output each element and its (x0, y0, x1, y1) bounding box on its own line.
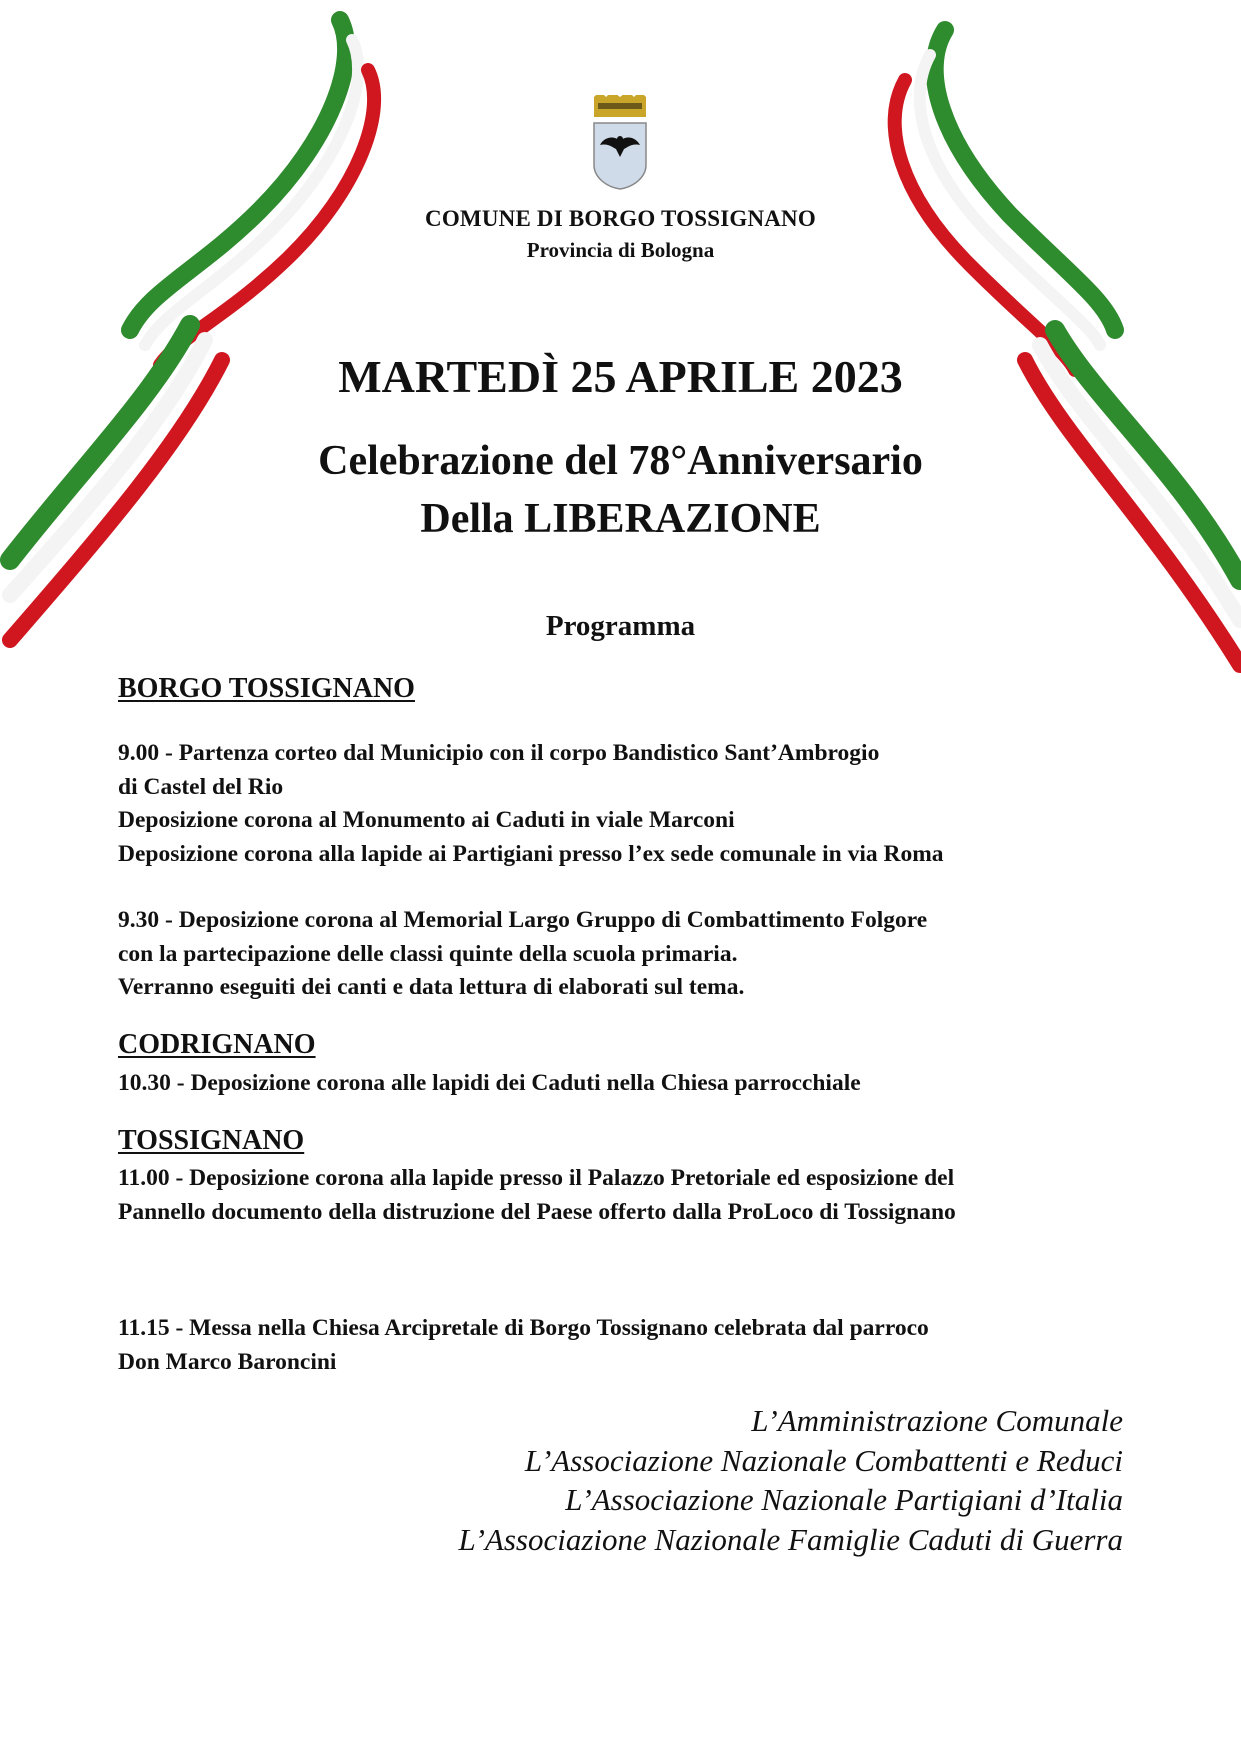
municipal-crest-icon (590, 95, 650, 190)
program-line: 11.00 - Deposizione corona alla lapide presso il Palazzo Pretoriale ed esposizione del (118, 1165, 955, 1191)
program-line: Pannello documento della distruzione del Paese offerto dalla ProLoco di Tossignano (118, 1198, 956, 1225)
signatures-block (459, 1401, 1123, 1559)
section-title-codrignano: CODRIGNANO (118, 1029, 316, 1060)
program-line: 11.15 - Messa nella Chiesa Arcipretale di Borgo Tossignano celebrata dal parroco (118, 1315, 929, 1341)
event-date: MARTEDÌ 25 APRILE 2023 (338, 351, 903, 402)
signature-line: L’Associazione Nazionale Combattenti e Reduci (524, 1442, 1123, 1478)
program-block-10-30 (118, 1067, 1118, 1101)
program-line: 9.30 - Deposizione corona al Memorial Largo Gruppo di Combattimento Folgore (118, 907, 928, 933)
section-title-tossignano: TOSSIGNANO (118, 1125, 305, 1156)
section-title-borgo-tossignano: BORGO TOSSIGNANO (118, 673, 415, 704)
provincia-name: Provincia di Bologna (526, 238, 715, 262)
signature-line: L’Amministrazione Comunale (751, 1403, 1123, 1438)
program-line: con la partecipazione delle classi quinte della scuola primaria. (118, 940, 738, 967)
programma-heading: Programma (545, 610, 696, 642)
event-title-line1: Celebrazione del 78°Anniversario (318, 438, 923, 484)
comune-name: COMUNE DI BORGO TOSSIGNANO (425, 206, 816, 231)
program-block-11-15 (118, 1312, 1118, 1379)
program-block-11-00 (118, 1162, 1118, 1229)
program-line: 10.30 - Deposizione corona alle lapidi dei Caduti nella Chiesa parrocchiale (118, 1070, 861, 1096)
program-line: Don Marco Baroncini (118, 1348, 337, 1375)
program-line: di Castel del Rio (118, 773, 284, 800)
signature-line: L’Associazione Nazionale Partigiani d’Italia (565, 1482, 1123, 1517)
program-line: Deposizione corona alla lapide ai Partigiani presso l’ex sede comunale in via Roma (118, 840, 944, 867)
program-block-9-30 (118, 904, 1118, 1005)
program-line: Verranno eseguiti dei canti e data lettura di elaborati sul tema. (118, 974, 745, 1000)
program-block-9-00 (118, 737, 1118, 871)
program-line: Deposizione corona al Monumento ai Caduti in viale Marconi (118, 807, 735, 833)
signature-line: L’Associazione Nazionale Famiglie Caduti di Guerra (458, 1521, 1123, 1557)
event-title-line2: Della LIBERAZIONE (420, 496, 821, 542)
program-line: 9.00 - Partenza corteo dal Municipio con il corpo Bandistico Sant’Ambrogio (118, 740, 880, 766)
